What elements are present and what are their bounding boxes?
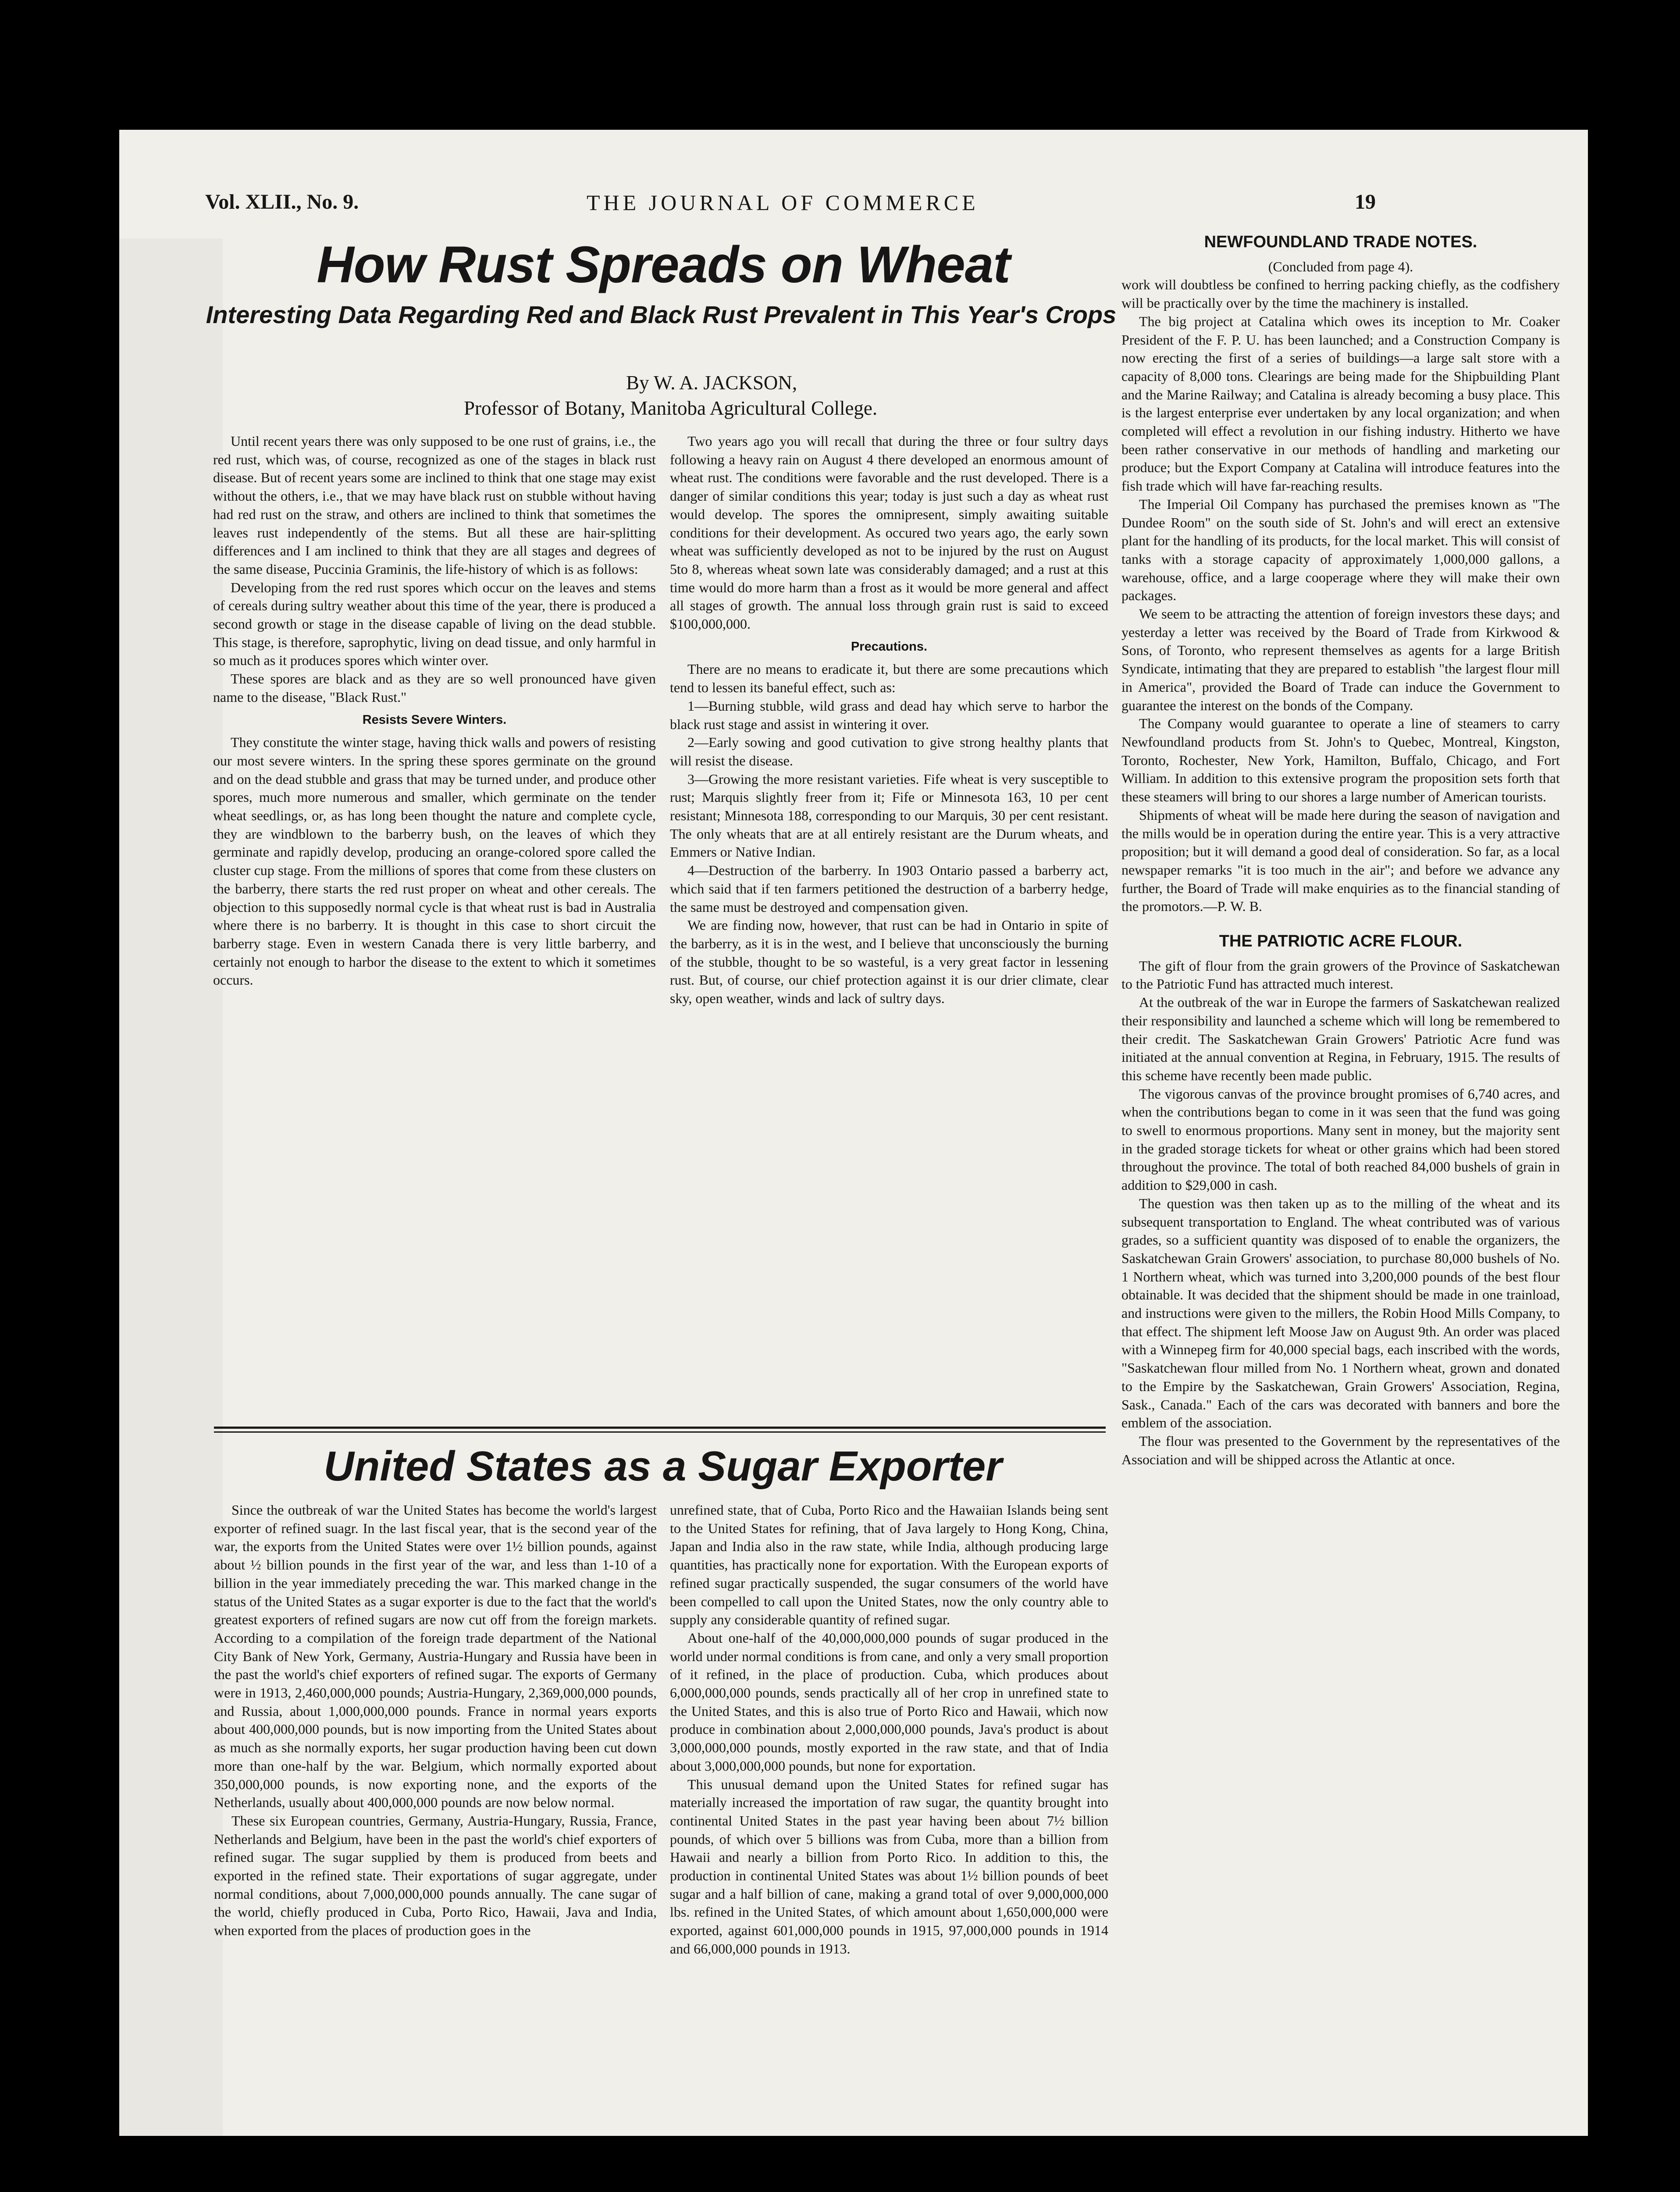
- rust-column-1: [213, 432, 656, 989]
- paragraph: The big project at Catalina which owes its inception to Mr. Coaker President of the F. P. U. has been launched; and a Construction Company is now erecting the first of a series of buildings—a large salt store with a capacity of 8,000 tons. Clearings are being made for the Shipbuilding Plant and the Marine Railway; and Catalina is already becoming a busy place. This is the largest enterprise ever undertaken by any local organization; and when completed will effect a revolution in our fishing industry. Hitherto we have been rather conservative in our methods of handling and marketing our produce; but the Export Company at Catalina will introduce features into the fish trade which will have far-reaching results.: [1121, 313, 1560, 494]
- volume-number: Vol. XLII., No. 9.: [205, 190, 359, 214]
- paragraph: These spores are black and as they are so well pronounced have given name to the disease, "Black Rust.": [213, 671, 656, 705]
- journal-name: THE JOURNAL OF COMMERCE: [587, 190, 979, 215]
- paragraph: Two years ago you will recall that during the three or four sultry days following a heavy rain on August 4 there developed an enormous amount of wheat rust. The conditions were favorable and the rust developed. There is a danger of similar conditions this year; today is just such a day as wheat rust would develop. The spores the omnipresent, simply awaiting suitable conditions for their development. As occured two years ago, the early sown wheat was sufficiently developed as not to be injured by the rust on August 5to 8, whereas wheat sown late was considerably damaged; and a rust at this time would do more harm than a frost as it would be more general and affect all stages of growth. The annual loss through grain rust is said to exceed $100,000,000.: [670, 433, 1108, 632]
- continued-note: (Concluded from page 4).: [1268, 258, 1413, 274]
- running-head: [119, 190, 1588, 216]
- section-divider: [214, 1427, 1106, 1433]
- sugar-column-2: [670, 1501, 1108, 1958]
- facing-page-edge: [119, 238, 223, 2136]
- paragraph: These six European countries, Germany, Austria-Hungary, Russia, France, Netherlands and Belgium, have been in the past the world's chief exporters of refined sugar. The sugar supplied by them is produced from beets and exported in the refined state. Their exportations of sugar aggregate, under normal conditions, about 7,000,000,000 pounds annually. The cane sugar of the world, chiefly produced in Cuba, Porto Rico, Hawaii, Java and India, when exported from the places of production goes in the: [214, 1812, 657, 1939]
- paragraph: This unusual demand upon the United States for refined sugar has materially increased the importation of raw sugar, the quantity brought into continental United States in the past year having been about 7½ billion pounds, of which over 5 billions was from Cuba, more than a billion from Hawaii and nearly a billion from Porto Rico. In addition to this, the production in continental United States was about 1½ billion pounds of beet sugar and a half billion of cane, making a grand total of over 9,000,000,000 lbs. refined in the United States, of which amount about 1,650,000,000 were exported, against 601,000,000 pounds in 1915, 97,000,000 pounds in 1914 and 66,000,000 pounds in 1913.: [670, 1776, 1108, 1957]
- paragraph: They constitute the winter stage, having thick walls and powers of resisting our most severe winters. In the spring these spores germinate on the ground and on the dead stubble and grass that may be turned under, and produce other spores, much more numerous and smaller, which germinate on the tender wheat seedlings, or, as has long been thought the nature and complete cycle, they are windblown to the barberry bush, on the leaves of which they germinate and rapidly develop, producing an orange-colored spore called the cluster cup stage. From the millions of spores that come from these clusters on the barberry, there starts the red rust proper on wheat and other cereals. The objection to this supposedly normal cycle is that wheat rust is bad in Australia where there is no barberry. It is thought in this case to short circuit the barberry stage. Even in western Canada there is very little barberry, and certainly not enough to harbor the disease to the extent to which it sometimes occurs.: [213, 734, 656, 988]
- paragraph: 1—Burning stubble, wild grass and dead hay which serve to harbor the black rust stage and assist in wintering it over.: [670, 697, 1108, 732]
- paragraph: The Company would guarantee to operate a line of steamers to carry Newfoundland products from St. John's to Quebec, Montreal, Kingston, Toronto, Rochester, New York, Hamilton, Buffalo, Chicago, and Fort William. In addition to this extensive program the proposition sets forth that these steamers will bring to our shores a large number of American tourists.: [1121, 715, 1560, 805]
- paragraph: unrefined state, that of Cuba, Porto Rico and the Hawaiian Islands being sent to the United States for refining, that of Java largely to Hong Kong, China, Japan and India also in the raw state, while India, although producing large quantities, has practically none for exportation. With the European exports of refined sugar practically suspended, the sugar consumers of the world have been compelled to call upon the United States, now the only country able to supply any considerable quantity of refined sugar.: [670, 1502, 1108, 1628]
- paragraph: The question was then taken up as to the milling of the wheat and its subsequent transportation to England. The wheat contributed was of various grades, so a sufficient quantity was disposed of to enable the organizers, the Saskatchewan Grain Growers' association, to purchase 80,000 bushels of No. 1 Northern wheat, which was turned into 3,200,000 pounds of the best flour obtainable. It was decided that the shipment should be made in one trainload, and instructions were given to the millers, the Robin Hood Mills Company, to that effect. The shipment left Moose Jaw on August 9th. An order was placed with a Winnepeg firm for 40,000 special bags, each inscribed with the words, "Saskatchewan flour milled from No. 1 Northern wheat, grown and donated to the Empire by the Saskatchewan, Grain Growers' Association, Regina, Sask., Canada." Each of the cars was decorated with banners and bore the emblem of the association.: [1121, 1195, 1560, 1431]
- subheading-resists-winters: Resists Severe Winters.: [362, 712, 507, 727]
- rust-column-2: [670, 432, 1108, 1008]
- paragraph: At the outbreak of the war in Europe the farmers of Saskatchewan realized their responsibility and launched a scheme which will long be remembered to their credit. The Saskatchewan Grain Growers' Patriotic Acre fund was initiated at the annual convention at Regina, in February, 1915. The results of this scheme have recently been made public.: [1121, 994, 1560, 1083]
- paragraph: We seem to be attracting the attention of foreign investors these days; and yesterday a letter was received by the Board of Trade from Kirkwood & Sons, of Toronto, who represent themselves as agents for a large British Syndicate, intimating that they are prepared to establish "the largest flour mill in America", provided the Board of Trade can induce the Government to guarantee the interest on the bonds of the Company.: [1121, 606, 1560, 713]
- paragraph: 3—Growing the more resistant varieties. Fife wheat is very susceptible to rust; Marquis slightly freer from it; Fife or Minnesota 163, 10 per cent resistant; Minnesota 188, corresponding to our Marquis, 30 per cent resistant. The only wheats that are at all entirely resistant are the Durum wheats, and Emmers or Native Indian.: [670, 771, 1108, 860]
- sugar-article-title: United States as a Sugar Exporter: [324, 1443, 1002, 1490]
- author-title: Professor of Botany, Manitoba Agricultural College.: [464, 397, 878, 419]
- paragraph: 2—Early sowing and good cutivation to give strong healthy plants that will resist the disease.: [670, 734, 1108, 769]
- paragraph: The gift of flour from the grain growers of the Province of Saskatchewan to the Patriotic Fund has attracted much interest.: [1121, 957, 1560, 992]
- paragraph: Shipments of wheat will be made here during the season of navigation and the mills would be in operation during the entire year. This is a very attractive proposition; but it will demand a good deal of consideration. So far, as a local newspaper remarks "it is too much in the air"; and before we advance any further, the Board of Trade will make enquiries as to the financial standing of the promotors.—P. W. B.: [1121, 807, 1560, 915]
- newfoundland-title: NEWFOUNDLAND TRADE NOTES.: [1204, 233, 1477, 251]
- rust-article-subtitle: Interesting Data Regarding Red and Black Rust Prevalent in This Year's Crops: [206, 301, 1117, 328]
- paragraph: Developing from the red rust spores which occur on the leaves and stems of cereals during sultry weather about this time of the year, there is produced a second growth or stage in the disease capable of living on the dead stubble. This stage, is therefore, saprophytic, living on dead tissue, and only harmful in so much as it produces spores which winter over.: [213, 579, 656, 669]
- paragraph: There are no means to eradicate it, but there are some precautions which tend to lessen its baneful effect, such as:: [670, 661, 1108, 696]
- paragraph: work will doubtless be confined to herring packing chiefly, as the codfishery will be practically over by the time the machinery is installed.: [1121, 277, 1560, 311]
- subheading-precautions: Precautions.: [851, 639, 928, 654]
- sugar-column-1: [214, 1501, 657, 1940]
- paragraph: We are finding now, however, that rust can be had in Ontario in spite of the barberry, as it is in the west, and I believe that unconsciously the burning of the stubble, thought to be so wasteful, is a very great factor in lessening rust. But, of course, our chief protection against it is our drier climate, clear sky, open weather, winds and lack of sultry days.: [670, 917, 1108, 1007]
- author-name: By W. A. JACKSON,: [626, 372, 797, 394]
- rust-article-byline: [464, 370, 1034, 421]
- paragraph: Since the outbreak of war the United States has become the world's largest exporter of refined suagr. In the last fiscal year, that is the second year of the war, the exports from the United States were over 1½ billion pounds, against about ½ billion pounds in the first year of the war, and less than 1-10 of a billion in the year immediately preceding the war. This marked change in the status of the United States as a sugar exporter is due to the fact that the world's greatest exporters of refined sugars are now cut off from the foreign markets. According to a compilation of the foreign trade department of the National City Bank of New York, Germany, Austria-Hungary and Russia have been in the past the world's chief exporters of refined sugar. The exports of Germany were in 1913, 2,460,000,000 pounds; Austria-Hungary, 2,369,000,000 pounds, and Russia, about 1,000,000,000 pounds. France in normal years exports about 400,000,000 pounds, but is now importing from the United States about as much as she normally exports, her sugar production having been cut down more than one-half by the war. Belgium, which normally exported about 350,000,000 pounds, is now exporting none, and the exports of the Netherlands, usually about 400,000,000 pounds are now below normal.: [214, 1502, 657, 1811]
- rust-article-title: How Rust Spreads on Wheat: [317, 236, 1010, 294]
- paragraph: The vigorous canvas of the province brought promises of 6,740 acres, and when the contributions began to come in it was seen that the fund was going to swell to enormous proportions. Many sent in money, but the majority sent in the graded storage tickets for wheat or other grains which had been stored throughout the province. The total of both reached 84,000 bushels of grain in addition to $29,000 in cash.: [1121, 1085, 1560, 1193]
- newfoundland-column: [1121, 233, 1560, 1469]
- newspaper-page: [119, 130, 1588, 2136]
- patriotic-title: THE PATRIOTIC ACRE FLOUR.: [1219, 932, 1463, 951]
- paragraph: The Imperial Oil Company has purchased the premises known as "The Dundee Room" on the south side of St. John's and will erect an extensive plant for the handling of its products, for the local market. This will consist of tanks with a storage capacity of approximately 1,000,000 gallons, a warehouse, office, and a large cooperage where they will make their own packages.: [1121, 496, 1560, 604]
- paragraph: About one-half of the 40,000,000,000 pounds of sugar produced in the world under normal conditions is from cane, and only a very small proportion of it refined, in the place of production. Cuba, which produces about 6,000,000,000 pounds, sends practically all of her crop in unrefined state to the United States, and this is also true of Porto Rico and Hawaii, which now produce in combination about 2,000,000,000 pounds, Java's product is about 3,000,000,000 pounds, mostly exported in the raw state, and that of India about 3,000,000,000 pounds, but none for exportation.: [670, 1630, 1108, 1774]
- paragraph: The flour was presented to the Government by the representatives of the Association and will be shipped across the Atlantic at once.: [1121, 1433, 1560, 1467]
- paragraph: 4—Destruction of the barberry. In 1903 Ontario passed a barberry act, which said that if ten farmers petitioned the destruction of a barberry hedge, the same must be destroyed and compensation given.: [670, 862, 1108, 915]
- page-number: 19: [1355, 190, 1376, 214]
- paragraph: Until recent years there was only supposed to be one rust of grains, i.e., the red rust, which was, of course, recognized as one of the stages in black rust disease. But of recent years some are inclined to think that one stage may exist without the others, i.e., that we may have black rust on stubble without having had red rust on the straw, and others are inclined to think that sometimes the leaves rust independently of the stems. But all these are hair-splitting differences and I am inclined to think that they are all stages and degrees of the same disease, Puccinia Graminis, the life-history of which is as follows:: [213, 433, 656, 577]
